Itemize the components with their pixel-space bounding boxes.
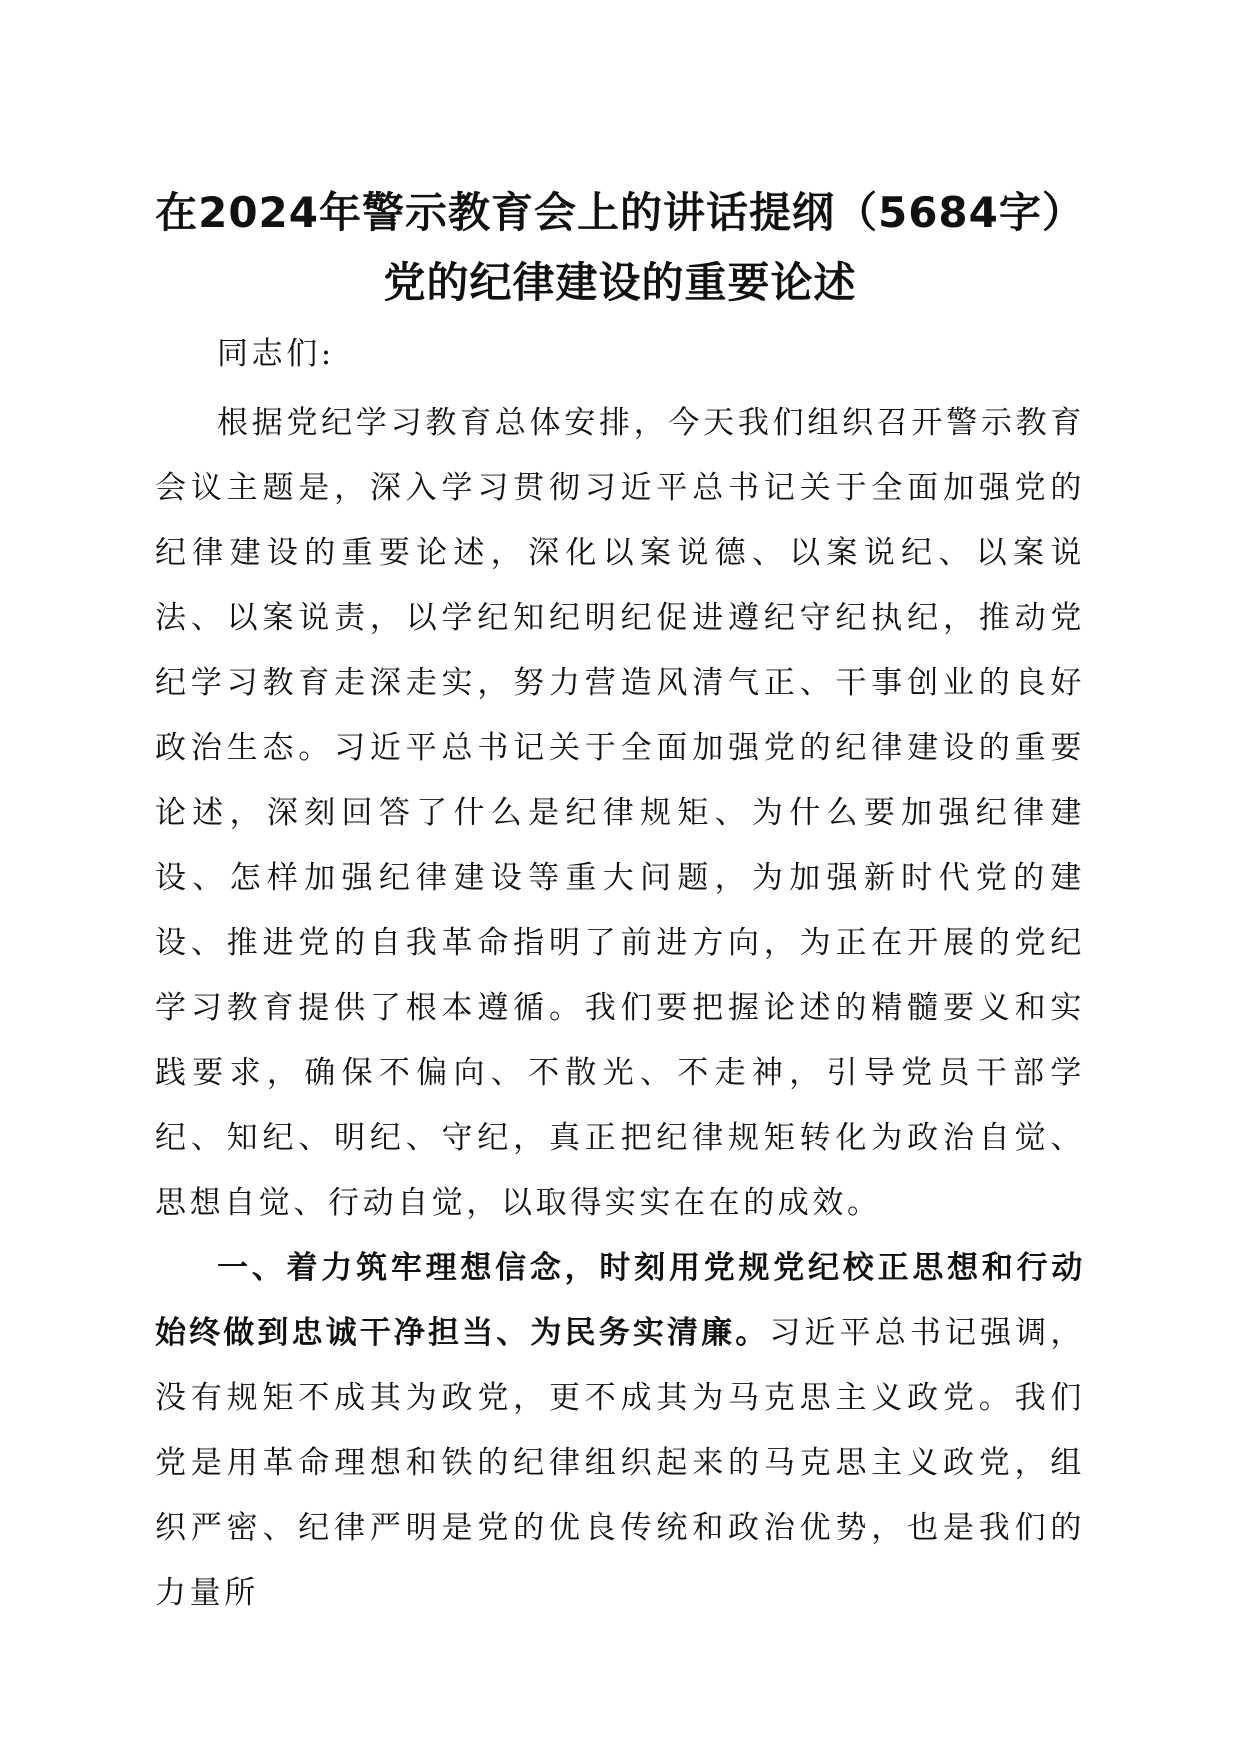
salutation: 同志们: [217, 336, 335, 372]
document-title: 在2024年警示教育会上的讲话提纲（5684字）党的纪律建设的重要论述 [155, 188, 1085, 307]
paragraph-intro: 根据党纪学习教育总体安排，今天我们组织召开警示教育会议主题是，深入学习贯彻习近平总书记关于全面加强党的纪律建设的重要论述，深化以案说德、以案说纪、以案说法、以案说责，以学纪知纪明纪促进遵纪守纪执纪，推动党纪学习教育走深走实，努力营造风清气正、干事创业的良好政治生态。习近平总书记关于全面加强党的纪律建设的重要论述，深刻回答了什么是纪律规矩、为什么要加强纪律建设、怎样加强纪律建设等重大问题，为加强新时代党的建设、推进党的自我革命指明了前进方向，为正在开展的党纪学习教育提供了根本遵循。我们要把握论述的精髓要义和实践要求，确保不偏向、不散光、不走神，引导党员干部学纪、知纪、明纪、守纪，真正把纪律规矩转化为政治自觉、思想自觉、行动自觉，以取得实实在在的成效。 [155, 405, 1085, 1221]
section-1-heading: 一、着力筑牢理想信念，时刻用党规党纪校正思想和行动始终做到忠诚干净担当、为民务实清廉。 [155, 1250, 1085, 1351]
section-1-text: 习近平总书记强调，没有规矩不成其为政党，更不成其为马克思主义政党。我们党是用革命理想和铁的纪律组织起来的马克思主义政党，组织严密、纪律严明是党的优良传统和政治优势，也是我们的力量所 [155, 1315, 1085, 1611]
document-body [155, 322, 1085, 1626]
paragraph-section-1 [155, 1236, 1085, 1626]
